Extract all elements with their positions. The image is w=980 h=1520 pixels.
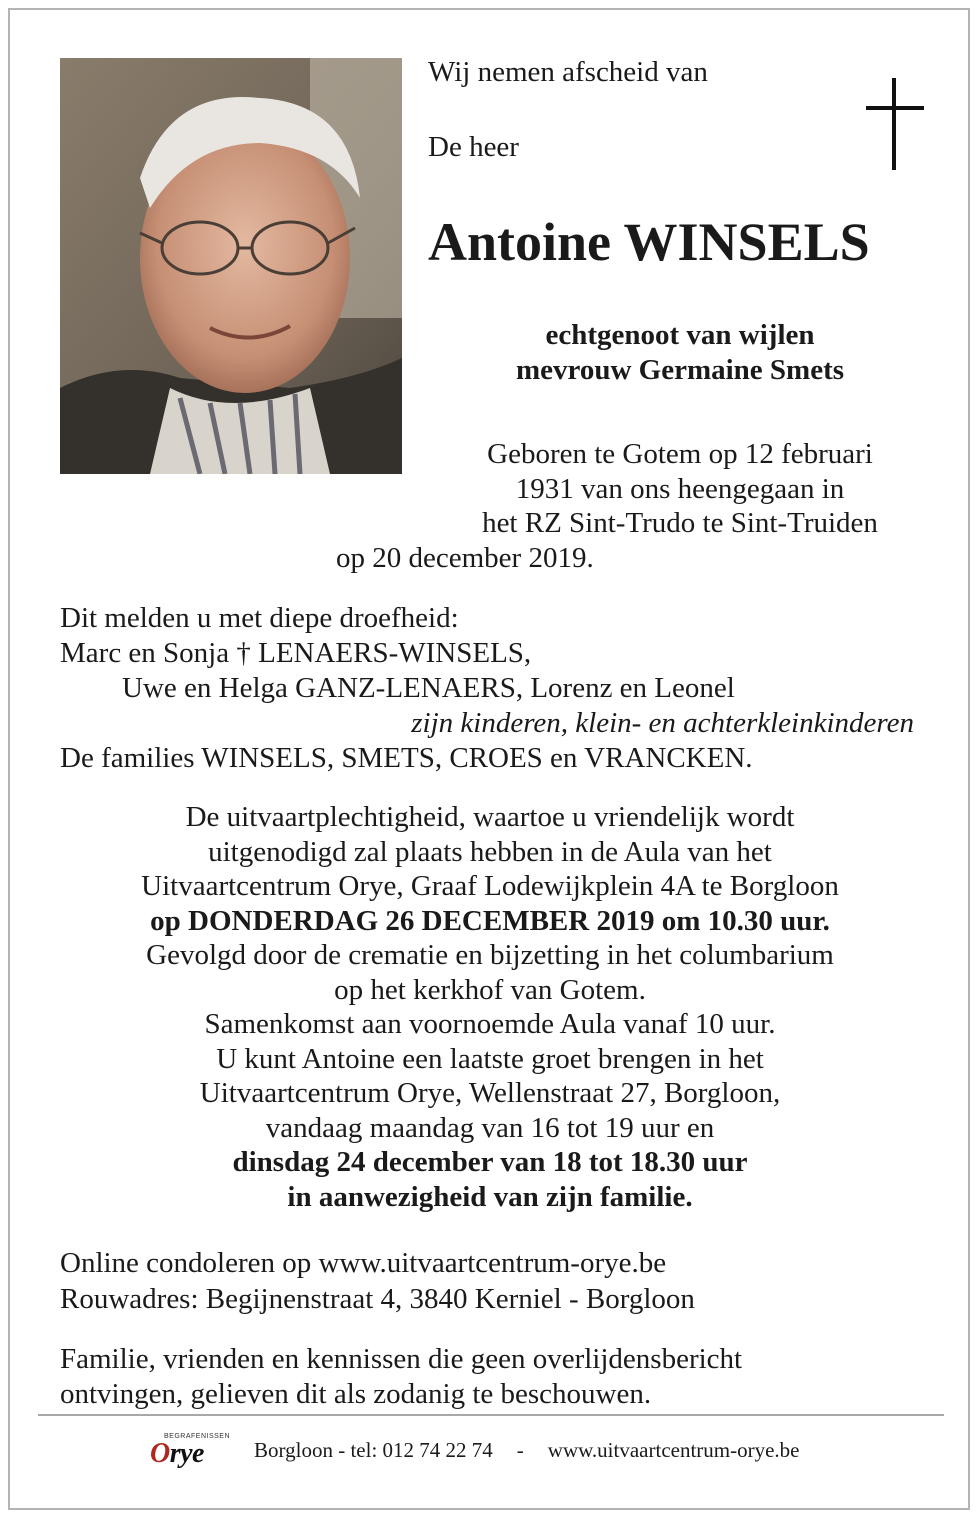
ceremony-line: op het kerkhof van Gotem. (334, 973, 646, 1006)
ceremony-date: op DONDERDAG 26 DECEMBER 2019 om 10.30 uur. (150, 904, 830, 937)
orye-logo (150, 1433, 230, 1468)
visit-note: in aanwezigheid van zijn familie. (287, 1180, 693, 1213)
logo-initial: O (150, 1437, 170, 1469)
birth-line: 1931 van ons heengegaan in (515, 472, 845, 505)
online-condolence: Online condoleren op www.uitvaartcentrum-orye.be (60, 1247, 667, 1279)
logo-tagline: BEGRAFENISSEN (164, 1432, 231, 1440)
ceremony-line: De uitvaartplechtigheid, waartoe u vriendelijk wordt (185, 801, 795, 833)
ceremony-line: Gevolgd door de crematie en bijzetting in het columbarium (146, 939, 834, 971)
portrait-image (60, 58, 402, 474)
notice-line: ontvingen, gelieven dit als zodanig te beschouwen. (60, 1378, 652, 1410)
footer-separator: - (516, 1437, 524, 1462)
footer-website[interactable]: www.uitvaartcentrum-orye.be (547, 1437, 800, 1462)
ceremony-block (40, 800, 940, 1214)
spouse-line: mevrouw Germaine Smets (515, 353, 845, 386)
spouse-block (420, 318, 940, 387)
family-line: Marc en Sonja † LENAERS-WINSELS, (60, 637, 532, 669)
logo-wordmark (150, 1437, 204, 1469)
birth-line: op 20 december 2019. (336, 542, 594, 574)
footer (150, 1430, 800, 1470)
spouse-line: echtgenoot van wijlen (545, 319, 815, 351)
mourning-address: Rouwadres: Begijnenstraat 4, 3840 Kerniel - Borgloon (60, 1283, 695, 1315)
notice-line: Familie, vrienden en kennissen die geen overlijdensbericht (60, 1343, 743, 1375)
cross-icon (866, 78, 926, 172)
ceremony-line: Uitvaartcentrum Orye, Graaf Lodewijkplein 4A te Borgloon (141, 870, 839, 902)
intro-text: Wij nemen afscheid van (428, 56, 708, 88)
birth-line: Geboren te Gotem op 12 februari (487, 438, 873, 470)
family-intro: Dit melden u met diepe droefheid: (60, 602, 459, 634)
birth-block (420, 437, 940, 541)
ceremony-line: uitgenodigd zal plaats hebben in de Aula van het (208, 835, 772, 868)
salutation: De heer (428, 131, 519, 163)
ceremony-line: Uitvaartcentrum Orye, Wellenstraat 27, Borgloon, (199, 1077, 781, 1109)
footer-phone: Borgloon - tel: 012 74 22 74 (254, 1437, 493, 1462)
visit-time: dinsdag 24 december van 18 tot 18.30 uur (232, 1146, 748, 1178)
ceremony-line: Samenkomst aan voornoemde Aula vanaf 10 uur. (204, 1008, 776, 1040)
birth-line: het RZ Sint-Trudo te Sint-Truiden (482, 507, 878, 539)
family-line: Uwe en Helga GANZ-LENAERS, Lorenz en Leonel (122, 672, 735, 704)
footer-divider (38, 1414, 944, 1416)
deceased-name: Antoine WINSELS (428, 212, 870, 272)
family-relation: zijn kinderen, klein- en achterkleinkinderen (411, 707, 914, 739)
families-line: De families WINSELS, SMETS, CROES en VRANCKEN. (60, 742, 753, 774)
logo-rest: rye (169, 1437, 204, 1469)
ceremony-line: vandaag maandag van 16 tot 19 uur en (265, 1111, 715, 1144)
portrait-photo (60, 58, 402, 474)
ceremony-line: U kunt Antoine een laatste groet brengen in het (216, 1042, 764, 1075)
